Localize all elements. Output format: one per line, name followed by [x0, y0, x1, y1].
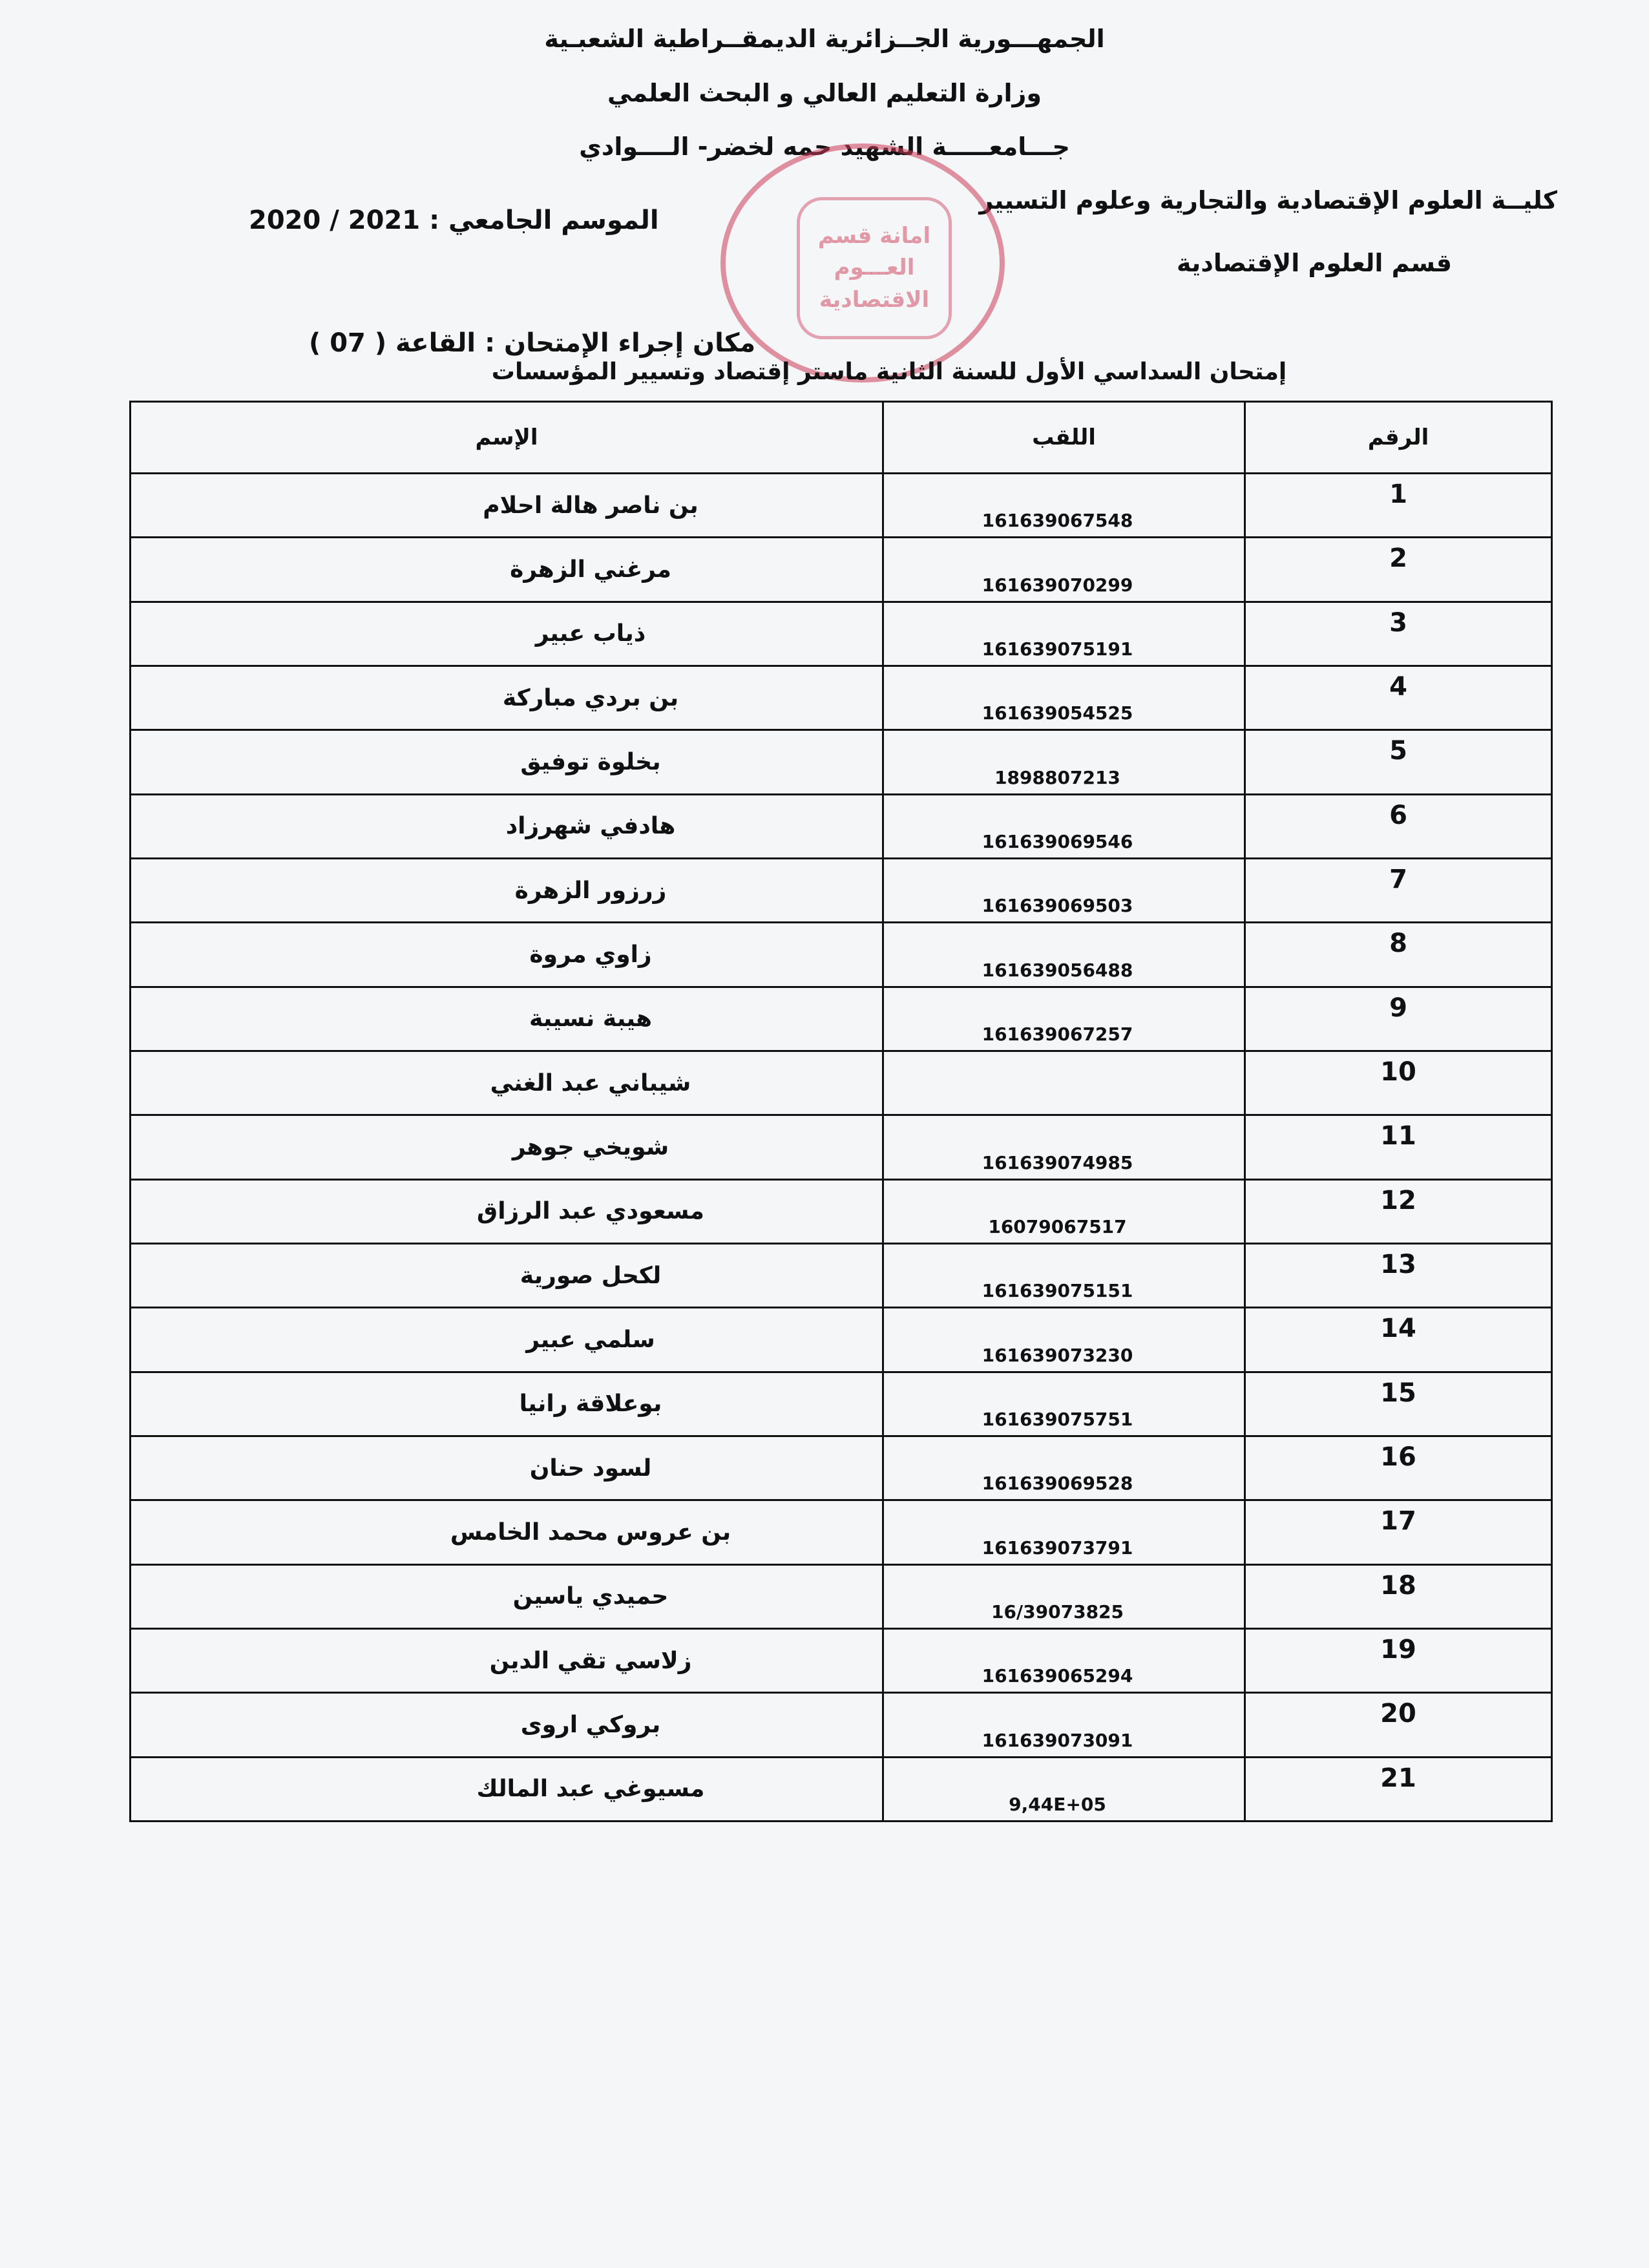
ministry-heading: وزارة التعليم العالي و البحث العلمي — [607, 79, 1042, 107]
student-name — [131, 1115, 883, 1179]
row-number: 21 — [1245, 1757, 1552, 1821]
header-name: الإسم — [131, 402, 883, 474]
student-id-text: 161639067257 — [982, 1023, 1133, 1045]
student-id — [883, 1757, 1245, 1821]
student-name-text: حميدي ياسين — [512, 1583, 669, 1610]
student-name — [131, 858, 883, 922]
student-name — [131, 474, 883, 538]
table-row — [131, 602, 1552, 666]
student-name — [131, 1693, 883, 1757]
student-name — [131, 1500, 883, 1564]
header-id: اللقب — [883, 402, 1245, 474]
row-number: 19 — [1245, 1628, 1552, 1692]
student-id — [883, 1051, 1245, 1115]
student-id-text: 9,44E+05 — [1009, 1794, 1106, 1815]
table-row — [131, 1693, 1552, 1757]
faculty-name: كليــة العلوم الإقتصادية والتجارية وعلوم التسيير — [979, 186, 1557, 215]
table-row — [131, 794, 1552, 858]
season-value: 2021 / 2020 — [249, 205, 421, 235]
student-name-text: بوعلاقة رانيا — [519, 1391, 662, 1418]
student-name-text: مرغني الزهرة — [510, 556, 671, 583]
student-name-text: بخلوة توفيق — [520, 748, 661, 775]
row-number: 11 — [1245, 1115, 1552, 1179]
table-row — [131, 1115, 1552, 1179]
header-number: الرقم — [1245, 402, 1552, 474]
student-id-text: 161639069546 — [982, 830, 1133, 852]
student-name — [131, 1308, 883, 1372]
student-id — [883, 1115, 1245, 1179]
student-id-text: 161639073791 — [982, 1537, 1133, 1559]
student-name — [131, 1436, 883, 1500]
stamp-line-2: العـــوم — [834, 255, 915, 281]
table-row — [131, 1308, 1552, 1372]
student-name-text: شيباني عبد الغني — [490, 1069, 691, 1097]
student-id-text: 161639069503 — [982, 895, 1133, 917]
student-id — [883, 1564, 1245, 1628]
department-name: قسم العلوم الإقتصادية — [1177, 249, 1452, 277]
stamp-line-3: الاقتصادية — [819, 286, 930, 313]
student-id-text: 161639073230 — [982, 1344, 1133, 1366]
table-row — [131, 1179, 1552, 1243]
row-number: 15 — [1245, 1372, 1552, 1436]
table-row — [131, 1628, 1552, 1692]
student-name — [131, 602, 883, 666]
student-id — [883, 1243, 1245, 1307]
row-number: 8 — [1245, 923, 1552, 987]
student-name-text: زرزور الزهرة — [514, 877, 667, 904]
student-id — [883, 1372, 1245, 1436]
student-id-text: 16079067517 — [988, 1215, 1127, 1237]
student-name-text: بن عروس محمد الخامس — [450, 1518, 731, 1546]
row-number: 18 — [1245, 1564, 1552, 1628]
student-name — [131, 1372, 883, 1436]
exam-title-text: إمتحان السداسي الأول للسنة الثانية ماستر إقتصاد وتسيير المؤسسات — [491, 359, 1287, 385]
student-id — [883, 730, 1245, 794]
student-id — [883, 538, 1245, 602]
academic-season — [249, 205, 659, 235]
student-name — [131, 1628, 883, 1692]
table-row — [131, 538, 1552, 602]
student-id — [883, 1500, 1245, 1564]
university-heading: جـــامعـــــة الشهيد حمه لخضر- الــــوادي — [579, 132, 1070, 161]
student-name-text: سلمي عبير — [526, 1326, 655, 1353]
student-name-text: مسيوغي عبد المالك — [476, 1776, 705, 1803]
table-row — [131, 1051, 1552, 1115]
student-id — [883, 666, 1245, 730]
season-label: الموسم الجامعي : — [429, 205, 659, 235]
table-row — [131, 1372, 1552, 1436]
student-id-text: 161639067548 — [982, 510, 1133, 532]
row-number: 16 — [1245, 1436, 1552, 1500]
row-number: 4 — [1245, 666, 1552, 730]
student-name — [131, 538, 883, 602]
student-name-text: زاوي مروة — [529, 941, 652, 968]
student-name-text: مسعودي عبد الرزاق — [477, 1198, 704, 1225]
stamp-text-box — [797, 197, 952, 339]
student-id — [883, 1436, 1245, 1500]
student-name — [131, 1243, 883, 1307]
table-row — [131, 1436, 1552, 1500]
student-id-text: 161639070299 — [982, 574, 1133, 596]
student-id — [883, 1693, 1245, 1757]
student-id — [883, 794, 1245, 858]
table-body — [131, 474, 1552, 1822]
table-row — [131, 1757, 1552, 1821]
table-row — [131, 666, 1552, 730]
table-row — [131, 1243, 1552, 1307]
table-row — [131, 1564, 1552, 1628]
student-name — [131, 730, 883, 794]
student-id-text: 161639065294 — [982, 1665, 1133, 1687]
row-number: 12 — [1245, 1179, 1552, 1243]
row-number: 5 — [1245, 730, 1552, 794]
department-stamp — [720, 143, 1005, 383]
student-name — [131, 987, 883, 1051]
student-name — [131, 1564, 883, 1628]
student-id-text: 161639069528 — [982, 1473, 1133, 1495]
row-number: 10 — [1245, 1051, 1552, 1115]
row-number: 20 — [1245, 1693, 1552, 1757]
student-name-text: هيبة نسيبة — [529, 1005, 653, 1033]
student-id-text: 161639075751 — [982, 1408, 1133, 1430]
student-id-text: 161639074985 — [982, 1151, 1133, 1173]
student-id-text: 161639075151 — [982, 1280, 1133, 1302]
row-number: 14 — [1245, 1308, 1552, 1372]
student-name-text: ذياب عبير — [535, 620, 646, 647]
student-name-text: هادفي شهرزاد — [505, 813, 676, 840]
student-id-text: 161639056488 — [982, 959, 1133, 981]
student-name — [131, 1179, 883, 1243]
row-number: 9 — [1245, 987, 1552, 1051]
student-id-text: 1898807213 — [994, 766, 1120, 788]
student-id — [883, 987, 1245, 1051]
row-number: 7 — [1245, 858, 1552, 922]
table-header-row — [131, 402, 1552, 474]
table-row — [131, 474, 1552, 538]
student-name-text: لسود حنان — [529, 1454, 652, 1482]
student-id — [883, 1179, 1245, 1243]
student-id-text: 161639075191 — [982, 638, 1133, 660]
exam-title — [0, 359, 1649, 385]
students-table — [129, 401, 1553, 1822]
student-id — [883, 1628, 1245, 1692]
student-name-text: لكحل صورية — [520, 1262, 662, 1289]
student-id — [883, 858, 1245, 922]
table-row — [131, 730, 1552, 794]
exam-location: مكان إجراء الإمتحان : القاعة ( 07 ) — [309, 328, 756, 358]
row-number: 1 — [1245, 474, 1552, 538]
republic-heading: الجمهـــورية الجــزائرية الديمقــراطية الشعبـية — [544, 25, 1105, 53]
student-name — [131, 923, 883, 987]
student-name-text: شويخي جوهر — [512, 1133, 669, 1160]
row-number: 13 — [1245, 1243, 1552, 1307]
student-name-text: بن بردي مباركة — [502, 684, 679, 711]
student-id-text: 16/39073825 — [991, 1601, 1124, 1622]
row-number: 17 — [1245, 1500, 1552, 1564]
student-name — [131, 1051, 883, 1115]
student-id — [883, 474, 1245, 538]
student-name-text: بن ناصر هالة احلام — [483, 492, 698, 519]
table-row — [131, 987, 1552, 1051]
student-id — [883, 1308, 1245, 1372]
row-number: 6 — [1245, 794, 1552, 858]
student-name-text: زلاسي تقي الدين — [489, 1647, 692, 1674]
table-row — [131, 858, 1552, 922]
student-id-text: 161639073091 — [982, 1729, 1133, 1751]
student-id — [883, 923, 1245, 987]
student-name-text: بروكي اروى — [520, 1711, 661, 1738]
stamp-line-1: امانة قسم — [817, 223, 931, 249]
table-row — [131, 1500, 1552, 1564]
student-id — [883, 602, 1245, 666]
row-number: 2 — [1245, 538, 1552, 602]
student-name — [131, 1757, 883, 1821]
table-row — [131, 923, 1552, 987]
student-id-text: 161639054525 — [982, 702, 1133, 724]
row-number: 3 — [1245, 602, 1552, 666]
student-name — [131, 794, 883, 858]
student-name — [131, 666, 883, 730]
